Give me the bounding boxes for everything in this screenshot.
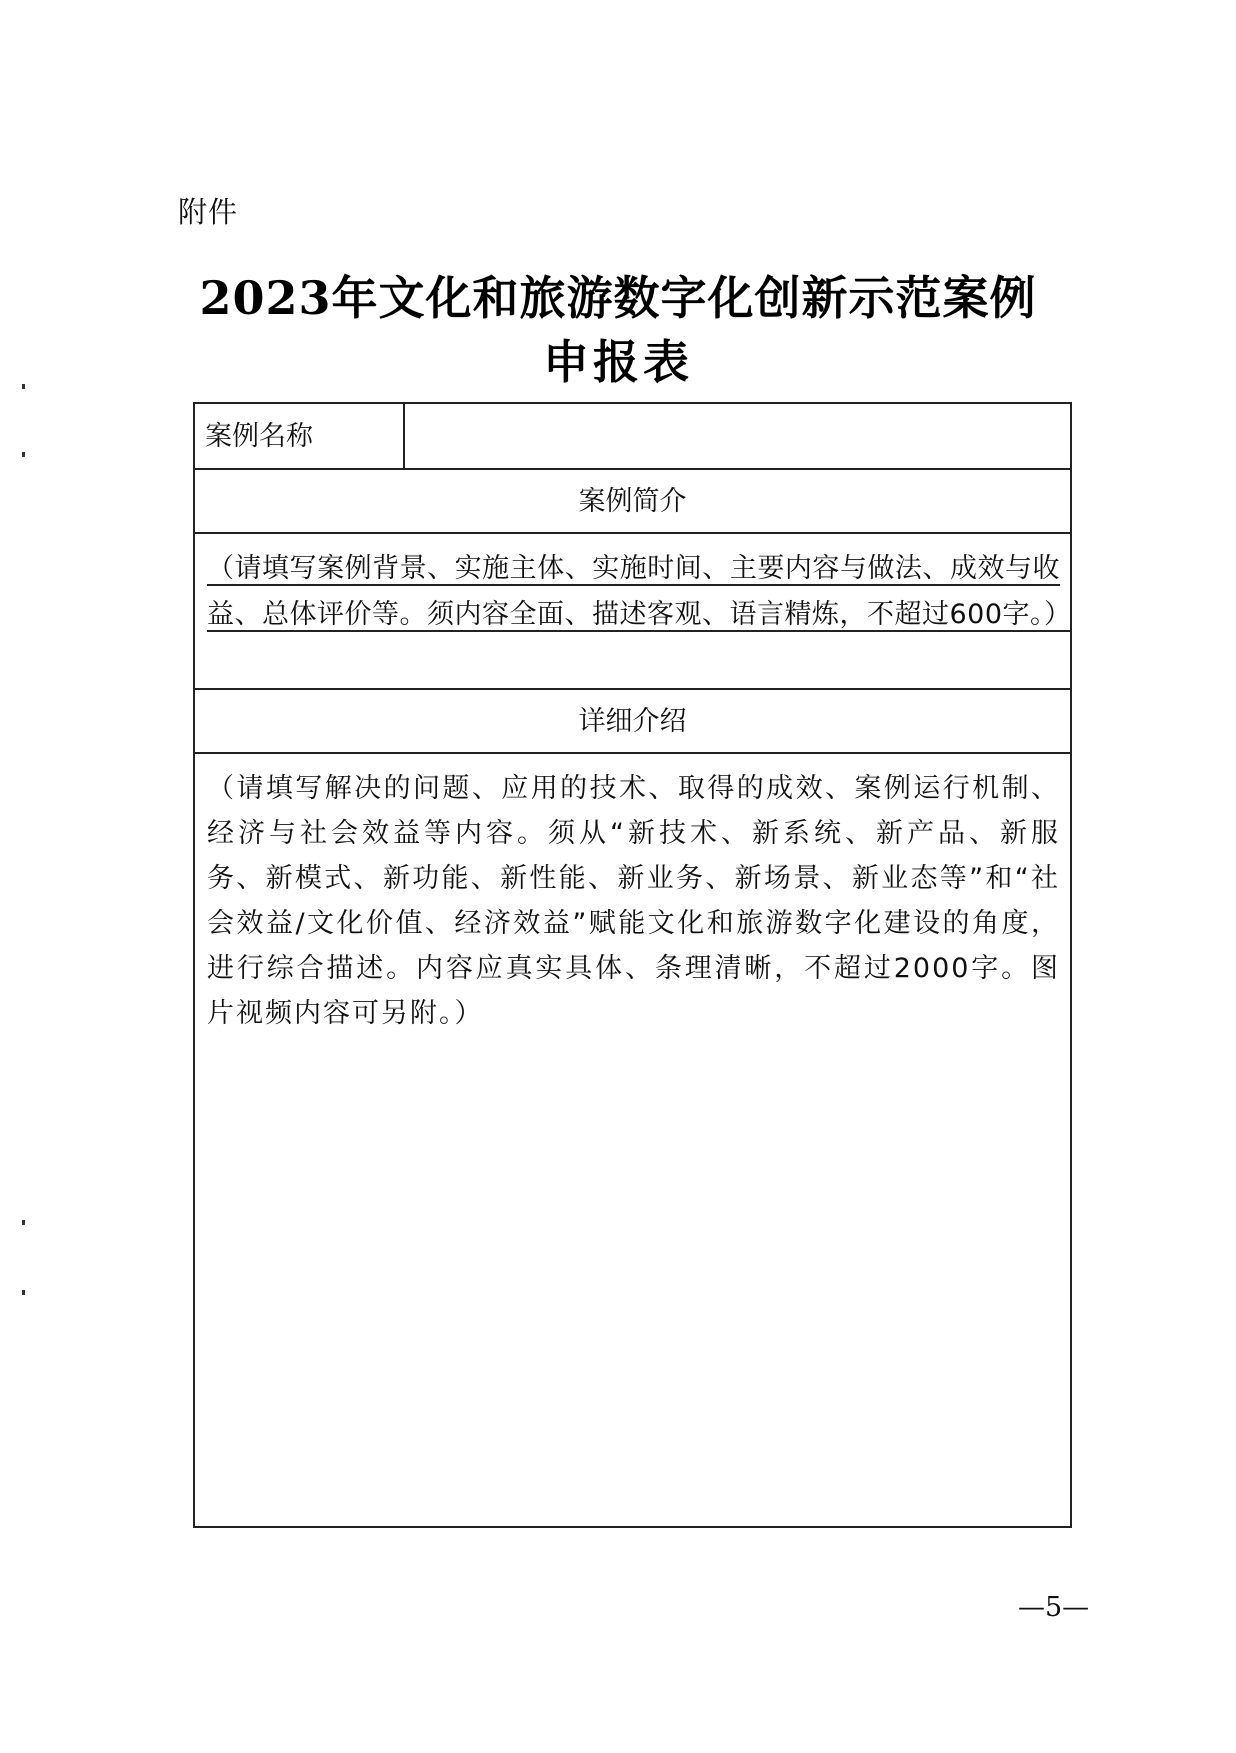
detail-instructions: （请填写解决的问题、应用的技术、取得的成效、案例运行机制、经济与社会效益等内容。须从“新技术、新系统、新产品、新服务、新模式、新功能、新性能、新业务、新场景、新业态等”和“社会效益/文化价值、经济效益”赋能文化和旅游数字化建设的角度，进行综合描述。内容应真实具体、条理清晰，不超过2000字。图片视频内容可另附。） [207, 773, 1060, 1029]
summary-field[interactable] [195, 534, 1070, 690]
scan-mark [22, 452, 25, 457]
attachment-label: 附件 [178, 195, 239, 229]
summary-heading: 案例简介 [195, 470, 1070, 534]
case-name-label: 案例名称 [195, 404, 405, 468]
detail-heading: 详细介绍 [195, 690, 1070, 754]
case-name-row [195, 404, 1070, 470]
application-form [193, 402, 1072, 1528]
document-title-line2: 申报表 [543, 335, 693, 389]
scan-mark [22, 1220, 25, 1225]
document-title: 2023年文化和旅游数字化创新示范案例 [199, 271, 1037, 325]
summary-instructions: （请填写案例背景、实施主体、实施时间、主要内容与做法、成效与收益、总体评价等。须内容全面、描述客观、语言精炼，不超过600字。） [207, 553, 1072, 630]
case-name-field[interactable] [405, 404, 1070, 468]
page-number: —5— [1018, 1592, 1090, 1623]
scan-mark [22, 1290, 25, 1295]
detail-field[interactable] [195, 754, 1070, 1526]
